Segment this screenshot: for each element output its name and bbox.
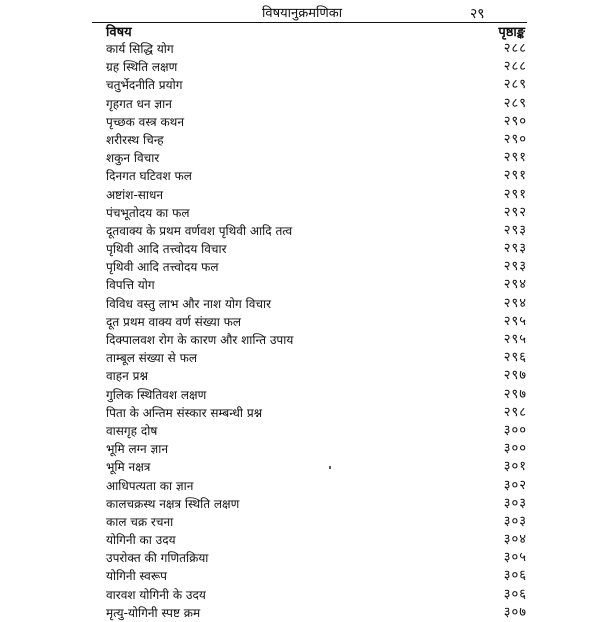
entry-page: २९८ <box>503 404 527 420</box>
entry-page: २९६ <box>503 350 527 366</box>
toc-entry <box>92 222 527 240</box>
entry-title: उपरोक्त की गणितक्रिया <box>106 551 209 566</box>
entry-title: पिता के अन्तिम संस्कार सम्बन्धी प्रश्न <box>106 405 263 420</box>
toc-entry <box>92 131 527 149</box>
toc-entry <box>92 240 527 258</box>
running-header <box>0 4 600 24</box>
entry-title: कालचक्रस्थ नक्षत्र स्थिति लक्षण <box>106 496 240 511</box>
entry-page: २८९ <box>503 95 527 111</box>
entry-title: वारवश योगिनी के उदय <box>106 587 206 602</box>
entry-page: २९० <box>503 113 527 129</box>
toc-entry <box>92 567 527 585</box>
entry-page: ३०६ <box>503 568 527 584</box>
entry-page: २९७ <box>503 386 527 402</box>
entry-title: विपत्ति योग <box>106 278 155 293</box>
entry-page: २८८ <box>503 41 527 56</box>
entry-page: २९५ <box>503 332 527 347</box>
toc-entry <box>92 295 527 313</box>
entry-page: ३०१ <box>503 459 527 475</box>
toc-entry <box>92 186 527 204</box>
page-number: २९ <box>470 6 485 22</box>
entry-title: दिनगत घटिवश फल <box>106 169 192 184</box>
entry-title: पृथिवी आदि तत्त्वोदय फल <box>106 260 219 275</box>
entry-title: पृच्छक वस्त्र कथन <box>106 114 184 129</box>
entry-page: २९७ <box>503 368 527 384</box>
entry-title: योगिनी का उदय <box>106 533 176 548</box>
entry-page: २९३ <box>503 222 527 238</box>
entry-page: ३०४ <box>503 532 527 548</box>
entry-title: दिक्पालवश रोग के कारण और शान्ति उपाय <box>106 333 294 347</box>
toc-entry <box>92 204 527 222</box>
toc-entry <box>92 513 527 531</box>
toc-entry <box>92 349 527 367</box>
entry-page: ३०६ <box>503 586 527 602</box>
entry-title: योगिनी स्वरूप <box>106 569 167 584</box>
entry-page: ३०७ <box>503 604 527 620</box>
toc-entry <box>92 386 527 404</box>
entry-title: शरीरस्थ चिन्ह <box>106 132 164 147</box>
toc-entry <box>92 604 527 622</box>
toc-entry <box>92 367 527 385</box>
entry-title: गृहगत धन ज्ञान <box>106 96 172 111</box>
toc-entry <box>92 586 527 604</box>
toc-entry <box>92 404 527 422</box>
entry-page: ३०५ <box>503 550 527 566</box>
entry-title: काल चक्र रचना <box>106 514 174 529</box>
entry-page: २९३ <box>503 241 527 257</box>
toc-entry <box>92 167 527 185</box>
entry-title: भूमि लग्न ज्ञान <box>106 442 168 457</box>
table-of-contents <box>92 40 527 622</box>
toc-entry <box>92 258 527 276</box>
toc-entry <box>92 440 527 458</box>
entry-page: ३०३ <box>503 513 527 529</box>
entry-title: विविध वस्तु लाभ और नाश योग विचार <box>106 296 272 311</box>
toc-entry <box>92 113 527 131</box>
toc-entry <box>92 531 527 549</box>
toc-entry <box>92 422 527 440</box>
toc-entry <box>92 458 527 476</box>
entry-title: पंचभूतोदय का फल <box>106 205 190 220</box>
running-title: विषयानुक्रमणिका <box>262 6 343 21</box>
entry-page: २९३ <box>503 259 527 275</box>
entry-title: कार्य सिद्धि योग <box>106 42 174 56</box>
toc-entry <box>92 276 527 294</box>
entry-title: अष्टांश-साधन <box>106 187 164 202</box>
entry-page: २९४ <box>503 295 527 311</box>
entry-title: वासगृह दोष <box>106 423 158 438</box>
print-speck <box>329 466 331 469</box>
entry-page: २८९ <box>503 77 527 93</box>
entry-page: ३०० <box>503 422 527 438</box>
entry-page: २९१ <box>503 150 527 166</box>
entry-title: दूतवाक्य के प्रथम वर्णवश पृथिवी आदि तत्व <box>106 223 293 238</box>
toc-entry <box>92 313 527 331</box>
entry-page: २९१ <box>503 168 527 184</box>
entry-title: पृथिवी आदि तत्त्वोदय विचार <box>106 242 227 257</box>
toc-entry <box>92 76 527 94</box>
entry-title: ग्रह स्थिति लक्षण <box>106 60 178 75</box>
toc-entry <box>92 495 527 513</box>
entry-page: २८८ <box>503 59 527 75</box>
entry-page: २९५ <box>503 313 527 329</box>
entry-title: भूमि नक्षत्र <box>106 460 151 475</box>
entry-title: मृत्यु-योगिनी स्पष्ट क्रम <box>106 605 201 620</box>
entry-title: शकुन विचार <box>106 151 160 166</box>
entry-page: ३०३ <box>503 495 527 511</box>
entry-page: ३०२ <box>503 477 527 493</box>
toc-entry <box>92 95 527 113</box>
entry-title: दूत प्रथम वाक्य वर्ण संख्या फल <box>106 314 242 329</box>
subject-column-heading: विषय <box>106 25 132 40</box>
entry-title: आधिपत्यता का ज्ञान <box>106 478 194 493</box>
toc-entry <box>92 58 527 76</box>
entry-page: २९१ <box>503 186 527 202</box>
toc-entry <box>92 549 527 567</box>
entry-page: ३०० <box>503 441 527 457</box>
entry-title: गुलिक स्थितिवश लक्षण <box>106 387 207 402</box>
entry-page: २९४ <box>503 277 527 293</box>
entry-title: चतुर्भेदनीति प्रयोग <box>106 78 183 93</box>
toc-entry <box>92 40 527 58</box>
page-column-heading: पृष्ठाङ्क <box>498 25 525 40</box>
entry-page: २९२ <box>503 204 527 220</box>
toc-entry <box>92 477 527 495</box>
entry-title: ताम्बूल संख्या से फल <box>106 351 197 366</box>
entry-page: २९० <box>503 131 527 147</box>
entry-title: वाहन प्रश्न <box>106 369 148 384</box>
toc-entry <box>92 149 527 167</box>
toc-entry <box>92 331 527 349</box>
